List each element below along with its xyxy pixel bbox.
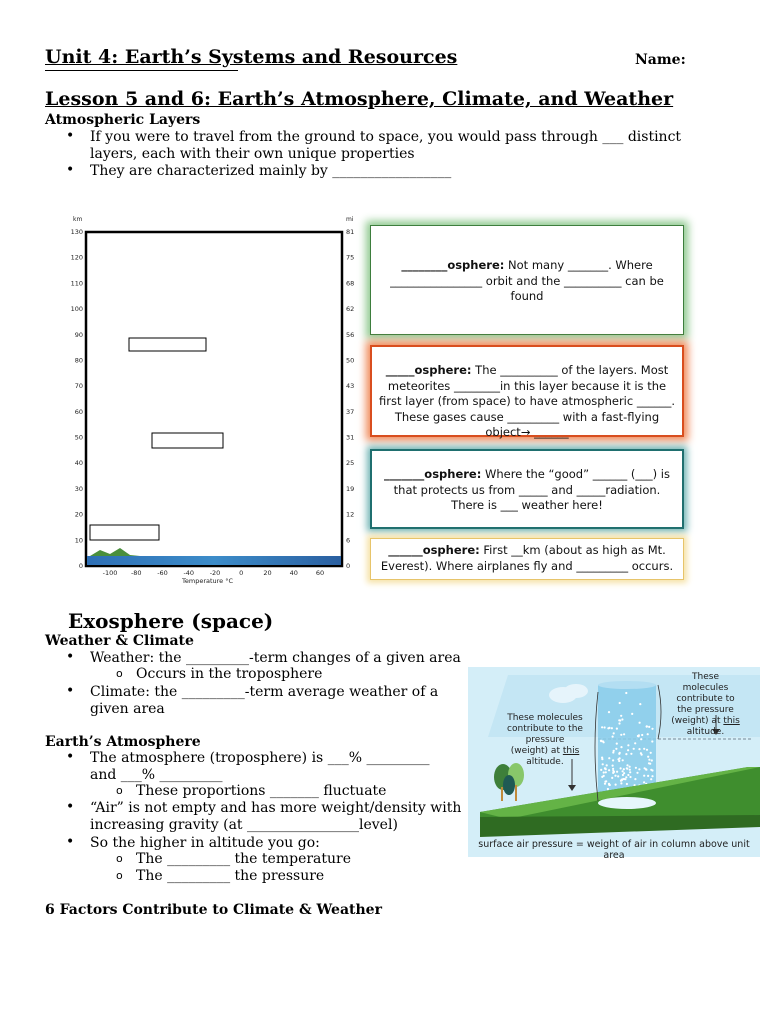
air-molecule bbox=[648, 762, 650, 764]
sub-bullet-icon: o bbox=[116, 784, 123, 797]
air-molecule bbox=[626, 783, 628, 785]
air-molecule bbox=[613, 750, 615, 752]
layer-box-3-term: _______osphere: bbox=[384, 467, 482, 481]
air-molecule bbox=[608, 757, 610, 759]
air-molecule bbox=[619, 702, 621, 704]
layer-box-4-term: ______osphere: bbox=[388, 543, 480, 557]
air-molecule bbox=[615, 784, 617, 786]
name-label: Name: bbox=[635, 52, 686, 68]
air-molecule bbox=[603, 771, 605, 773]
air-molecule bbox=[650, 778, 652, 780]
mi-tick-label: 68 bbox=[346, 279, 355, 288]
bullet-icon: • bbox=[66, 834, 75, 850]
unit-title: Unit 4: Earth’s Systems and Resources bbox=[45, 46, 458, 68]
air-molecule bbox=[627, 749, 629, 751]
temperature-tick-label: -100 bbox=[102, 569, 118, 577]
mi-tick-label: 37 bbox=[346, 407, 355, 416]
air-molecule bbox=[648, 759, 650, 761]
air-molecule bbox=[612, 736, 614, 738]
air-molecule bbox=[613, 732, 615, 734]
temperature-tick-label: 40 bbox=[289, 569, 298, 577]
km-tick-label: 110 bbox=[70, 279, 83, 288]
air-molecule bbox=[650, 752, 652, 754]
layer-box-troposphere bbox=[370, 538, 684, 580]
section-heading-atmospheric-layers: Atmospheric Layers bbox=[45, 112, 201, 128]
layer-box-mesosphere bbox=[370, 345, 684, 437]
air-molecule bbox=[620, 782, 622, 784]
air-molecule bbox=[601, 758, 603, 760]
air-molecule bbox=[612, 765, 614, 767]
plot-frame bbox=[86, 232, 342, 566]
bullet-icon: • bbox=[66, 162, 75, 178]
air-molecule bbox=[645, 768, 647, 770]
air-molecule bbox=[629, 766, 631, 768]
air-molecule bbox=[638, 768, 640, 770]
air-molecule bbox=[633, 748, 635, 750]
sub-bullet-icon: o bbox=[116, 852, 123, 865]
air-molecule bbox=[604, 726, 606, 728]
mi-tick-label: 75 bbox=[346, 253, 355, 262]
km-tick-label: 70 bbox=[74, 382, 83, 391]
mi-tick-label: 6 bbox=[346, 536, 351, 545]
air-molecule bbox=[617, 775, 619, 777]
mi-axis-label: mi bbox=[346, 216, 354, 223]
mi-tick-label: 12 bbox=[346, 510, 355, 519]
mi-tick-label: 50 bbox=[346, 356, 355, 365]
air-molecule bbox=[643, 748, 645, 750]
air-molecule bbox=[627, 744, 629, 746]
air-molecule bbox=[615, 748, 617, 750]
air-molecule bbox=[605, 780, 607, 782]
layer-label-box-3 bbox=[90, 525, 159, 540]
layer-label-box-2 bbox=[152, 433, 223, 448]
exosphere-label: Exosphere (space) bbox=[68, 609, 274, 633]
air-molecule bbox=[639, 722, 641, 724]
air-molecule bbox=[646, 725, 648, 727]
air-molecule bbox=[622, 759, 624, 761]
air-molecule bbox=[622, 770, 624, 772]
mi-tick-label: 81 bbox=[346, 228, 355, 236]
km-tick-label: 20 bbox=[74, 510, 83, 519]
air-molecule bbox=[629, 769, 631, 771]
temperature-tick-label: -60 bbox=[157, 569, 168, 577]
air-molecule bbox=[651, 769, 653, 771]
layer-box-1-text: Not many _______. Where ________________ orbit and the __________ can be found bbox=[390, 258, 664, 303]
air-molecule bbox=[641, 734, 643, 736]
air-molecule bbox=[600, 769, 602, 771]
name-blank-line bbox=[45, 70, 238, 71]
temperature-tick-label: 60 bbox=[315, 569, 325, 577]
air-molecule bbox=[623, 733, 625, 735]
sub-bullet-icon: o bbox=[116, 667, 123, 680]
mi-tick-label: 0 bbox=[346, 562, 351, 570]
km-tick-label: 130 bbox=[70, 228, 83, 236]
air-molecule bbox=[624, 778, 626, 780]
air-molecule bbox=[648, 726, 650, 728]
km-tick-label: 100 bbox=[70, 305, 83, 314]
weather-sub-point: Occurs in the troposphere bbox=[136, 666, 323, 682]
air-molecule bbox=[631, 713, 633, 715]
composition-sub-point: These proportions _______ fluctuate bbox=[136, 783, 387, 799]
layer-box-2-term: _____osphere: bbox=[385, 363, 472, 377]
temperature-tick-label: -20 bbox=[209, 569, 221, 577]
bullet-icon: • bbox=[66, 749, 75, 765]
layer-box-1-term: ________osphere: bbox=[401, 258, 505, 272]
air-molecule bbox=[647, 775, 649, 777]
air-molecule bbox=[622, 774, 624, 776]
temperature-axis-label: Temperature °C bbox=[182, 577, 234, 585]
air-molecule bbox=[608, 711, 610, 713]
air-molecule bbox=[603, 775, 605, 777]
air-molecule bbox=[606, 764, 608, 766]
air-molecule bbox=[627, 774, 629, 776]
layer-box-thermosphere bbox=[370, 225, 684, 335]
air-molecule bbox=[647, 733, 649, 735]
air-molecule bbox=[605, 771, 607, 773]
air-molecule bbox=[618, 753, 620, 755]
air-molecule bbox=[629, 771, 631, 773]
air-molecule bbox=[620, 746, 622, 748]
air-molecule bbox=[636, 772, 638, 774]
air-molecule bbox=[640, 738, 642, 740]
air-molecule bbox=[620, 734, 622, 736]
air-molecule bbox=[618, 719, 620, 721]
air-molecule bbox=[609, 784, 611, 786]
air-molecule bbox=[623, 768, 625, 770]
mi-tick-label: 19 bbox=[346, 484, 355, 493]
air-molecule bbox=[623, 772, 625, 774]
air-molecule bbox=[613, 771, 615, 773]
air-molecule bbox=[621, 718, 623, 720]
air-molecule bbox=[651, 759, 653, 761]
mi-tick-label: 62 bbox=[346, 305, 355, 314]
km-tick-label: 90 bbox=[74, 330, 83, 339]
air-molecule bbox=[651, 740, 653, 742]
air-molecule bbox=[625, 692, 627, 694]
air-molecule bbox=[616, 743, 618, 745]
layer-box-3-text: Where the “good” ______ (___) is that protects us from _____ and _____radiation. There is ___ weather here! bbox=[393, 467, 670, 512]
air-molecule bbox=[626, 767, 628, 769]
km-tick-label: 10 bbox=[74, 536, 83, 545]
air-molecule bbox=[611, 727, 613, 729]
temperature-tick-label: 0 bbox=[239, 569, 244, 577]
air-molecule bbox=[637, 735, 639, 737]
km-tick-label: 50 bbox=[74, 433, 83, 442]
air-molecule bbox=[607, 727, 609, 729]
weather-definition: Weather: the _________-term changes of a given area bbox=[90, 650, 461, 666]
air-molecule bbox=[625, 753, 627, 755]
air-molecule bbox=[635, 767, 637, 769]
air-molecule bbox=[629, 776, 631, 778]
air-molecule bbox=[616, 771, 618, 773]
layer-box-4-text: First __km (about as high as Mt. Everest). Where airplanes fly and _________ occurs. bbox=[380, 543, 674, 573]
air-molecule bbox=[604, 783, 606, 785]
air-molecule bbox=[601, 726, 603, 728]
bullet-icon: • bbox=[66, 683, 75, 699]
km-tick-label: 80 bbox=[74, 356, 83, 365]
air-molecule bbox=[612, 759, 614, 761]
air-molecule bbox=[646, 749, 648, 751]
air-molecule bbox=[647, 756, 649, 758]
air-molecule bbox=[634, 778, 636, 780]
air-molecule bbox=[600, 740, 602, 742]
temperature-tick-label: -80 bbox=[130, 569, 142, 577]
air-molecule bbox=[651, 775, 653, 777]
air-molecule bbox=[611, 777, 613, 779]
bullet-icon: • bbox=[66, 799, 75, 815]
km-tick-label: 40 bbox=[74, 459, 83, 468]
air-molecule bbox=[643, 781, 645, 783]
layer-label-box-1 bbox=[129, 338, 206, 351]
air-molecule bbox=[620, 780, 622, 782]
layers-bullet-1: If you were to travel from the ground to space, you would pass through ___ distinct layers, each with their own unique properties bbox=[90, 129, 682, 162]
altitude-pressure: The _________ the pressure bbox=[136, 868, 325, 884]
km-tick-label: 30 bbox=[74, 484, 83, 493]
air-molecule bbox=[607, 788, 609, 790]
air-molecule bbox=[614, 775, 616, 777]
temperature-tick-label: 20 bbox=[263, 569, 272, 577]
layer-box-2-text: The __________ of the layers. Most meteorites ________in this layer because it is the first layer (from space) to have atmospheric ______. These gases cause _________ with a fast-flying object→ ______ bbox=[379, 363, 675, 439]
temperature-tick-label: -40 bbox=[183, 569, 195, 577]
air-molecule bbox=[618, 722, 620, 724]
mid-molecules-label: These molecules contribute to the pressure (weight) at this altitude. bbox=[507, 713, 583, 767]
layer-box-stratosphere bbox=[370, 449, 684, 529]
air-molecule bbox=[630, 753, 632, 755]
mi-tick-label: 25 bbox=[346, 459, 355, 468]
altitude-point: So the higher in altitude you go: bbox=[90, 835, 320, 851]
air-molecule bbox=[616, 728, 618, 730]
earth-surface bbox=[87, 556, 341, 565]
km-axis-label: km bbox=[73, 216, 83, 223]
bullet-icon: • bbox=[66, 649, 75, 665]
km-tick-label: 120 bbox=[70, 253, 83, 262]
air-molecule bbox=[625, 776, 627, 778]
mi-tick-label: 56 bbox=[346, 330, 355, 339]
lesson-title: Lesson 5 and 6: Earth’s Atmosphere, Climate, and Weather bbox=[45, 88, 674, 110]
atmosphere-diagram-svg bbox=[70, 212, 360, 588]
air-weight-point: “Air” is not empty and has more weight/density with increasing gravity (at ________________level) bbox=[90, 800, 462, 833]
air-pressure-figure bbox=[468, 667, 760, 861]
section-heading-factors: 6 Factors Contribute to Climate & Weather bbox=[45, 902, 382, 918]
altitude-temperature: The _________ the temperature bbox=[136, 851, 352, 867]
air-molecule bbox=[612, 768, 614, 770]
top-molecules-label: These molecules contribute to the pressure (weight) at this altitude. bbox=[671, 672, 740, 737]
air-molecule bbox=[608, 769, 610, 771]
section-heading-earths-atmosphere: Earth’s Atmosphere bbox=[45, 734, 201, 750]
air-molecule bbox=[640, 752, 642, 754]
air-molecule bbox=[651, 728, 653, 730]
atmosphere-composition: The atmosphere (troposphere) is ___% _________ and ___% _________ bbox=[90, 750, 430, 783]
air-molecule bbox=[602, 763, 604, 765]
layers-bullet-2: They are characterized mainly by _________________ bbox=[90, 163, 452, 179]
km-tick-label: 60 bbox=[74, 407, 83, 416]
air-molecule bbox=[634, 742, 636, 744]
bullet-icon: • bbox=[66, 128, 75, 144]
pressure-figure-caption: surface air pressure = weight of air in column above unit area bbox=[478, 839, 750, 861]
air-molecule bbox=[620, 767, 622, 769]
air-molecule bbox=[604, 767, 606, 769]
mi-tick-label: 43 bbox=[346, 382, 355, 391]
atmosphere-temperature-diagram bbox=[70, 212, 360, 588]
air-molecule bbox=[639, 703, 641, 705]
climate-definition: Climate: the _________-term average weather of a given area bbox=[90, 684, 439, 717]
air-molecule bbox=[620, 715, 622, 717]
air-molecule bbox=[617, 758, 619, 760]
sub-bullet-icon: o bbox=[116, 869, 123, 882]
mi-tick-label: 31 bbox=[346, 433, 355, 442]
air-molecule bbox=[626, 764, 628, 766]
km-tick-label: 0 bbox=[78, 562, 83, 570]
section-heading-weather-climate: Weather & Climate bbox=[45, 633, 194, 649]
air-molecule bbox=[638, 748, 640, 750]
air-molecule bbox=[643, 775, 645, 777]
